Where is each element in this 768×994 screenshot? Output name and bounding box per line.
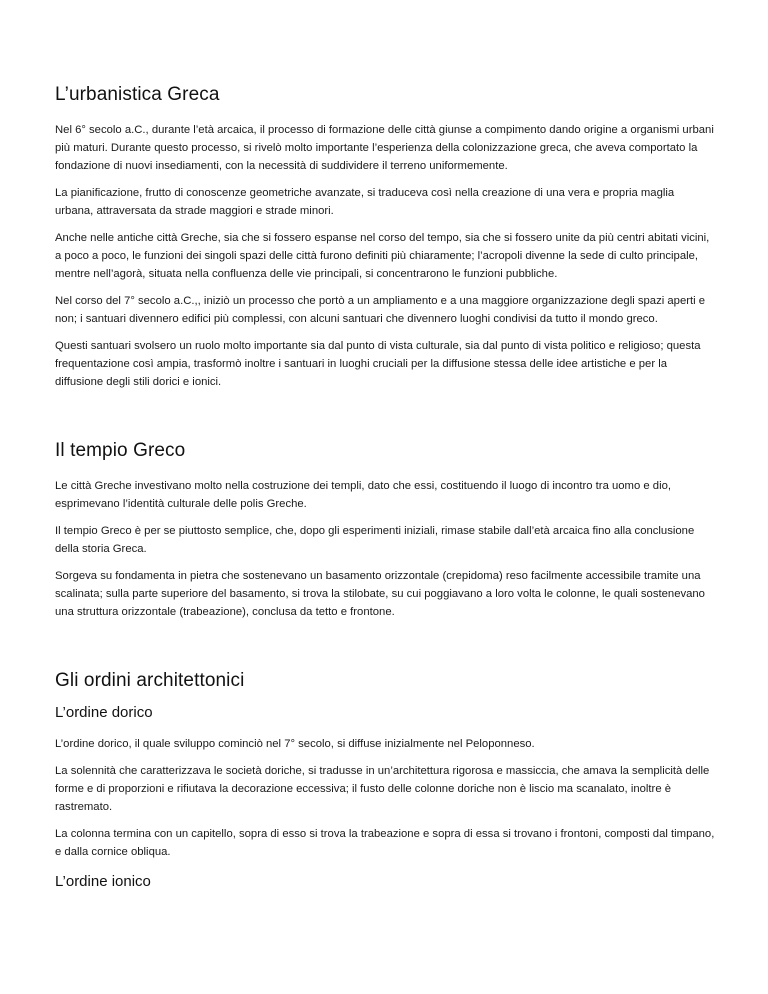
section-ordini bbox=[55, 670, 715, 890]
section-urbanistica bbox=[55, 84, 715, 391]
document-page bbox=[55, 0, 715, 890]
paragraph: Questi santuari svolsero un ruolo molto importante sia dal punto di vista culturale, sia dal punto di vista politico e religioso; questa frequentazione così ampia, trasformò inoltre i santuari in luoghi cruciali per la diffusione stessa delle idee artistiche e per la diffusione degli stili dorici e ionici. bbox=[55, 340, 701, 388]
paragraph: Nel 6° secolo a.C., durante l’età arcaica, il processo di formazione delle città giunse a compimento dando origine a organismi urbani più maturi. Durante questo processo, si rivelò molto importante l’esperienza della colonizzazione greca, che aveva comportato la fondazione di nuovi insediamenti, con la necessità di suddividere il terreno uniformemente. bbox=[55, 124, 714, 172]
paragraph: Sorgeva su fondamenta in pietra che sostenevano un basamento orizzontale (crepidoma) reso facilmente accessibile tramite una scalinata; sulla parte superiore del basamento, si trova la stilobate, su cui poggiavano a loro volta le colonne, le quali sostenevano una struttura orizzontale (trabeazione), conclusa da tetto e frontone. bbox=[55, 570, 705, 618]
paragraph: Nel corso del 7° secolo a.C.,, iniziò un processo che portò a un ampliamento e a una maggiore organizzazione degli spazi aperti e non; i santuari divennero edifici più complessi, con alcuni santuari che divennero luoghi condivisi da tutto il mondo greco. bbox=[55, 295, 706, 325]
section-title: L’urbanistica Greca bbox=[55, 84, 220, 105]
paragraph: La colonna termina con un capitello, sopra di esso si trova la trabeazione e sopra di essa si trovano i frontoni, composti dal timpano, e dalla cornice obliqua. bbox=[55, 828, 715, 858]
paragraph: Il tempio Greco è per se piuttosto semplice, che, dopo gli esperimenti iniziali, rimase stabile dall’età arcaica fino alla conclusione della storia Greca. bbox=[55, 525, 695, 555]
paragraph: La solennità che caratterizzava le società doriche, si tradusse in un’architettura rigorosa e massiccia, che amava la semplicità delle forme e di proporzioni e rifiutava la decorazione eccessiva; il fusto delle colonne doriche non è liscio ma scanalato, inoltre è rastremato. bbox=[55, 765, 710, 813]
paragraph: Le città Greche investivano molto nella costruzione dei templi, dato che essi, costituendo il luogo di incontro tra uomo e dio, esprimevano l’identità culturale delle polis Greche. bbox=[55, 480, 672, 510]
paragraph: Anche nelle antiche città Greche, sia che si fossero espanse nel corso del tempo, sia che si fossero unite da più centri abitati vicini, a poco a poco, le funzioni dei singoli spazi delle città furono definiti più chiaramente; l’acropoli divenne la sede di culto principale, mentre nell’agorà, situata nella confluenza delle vie principali, si concentrarono le funzioni pubbliche. bbox=[55, 232, 710, 280]
paragraph: La pianificazione, frutto di conoscenze geometriche avanzate, si traduceva così nella creazione di una vera e propria maglia urbana, attraversata da strade maggiori e strade minori. bbox=[55, 187, 675, 217]
subsection-title: L’ordine ionico bbox=[55, 873, 151, 890]
paragraph: L’ordine dorico, il quale sviluppo cominciò nel 7° secolo, si diffuse inizialmente nel Peloponneso. bbox=[55, 738, 535, 750]
subsection-title: L’ordine dorico bbox=[55, 704, 153, 721]
section-tempio bbox=[55, 440, 715, 621]
section-title: Il tempio Greco bbox=[55, 440, 186, 461]
section-title: Gli ordini architettonici bbox=[55, 670, 245, 691]
